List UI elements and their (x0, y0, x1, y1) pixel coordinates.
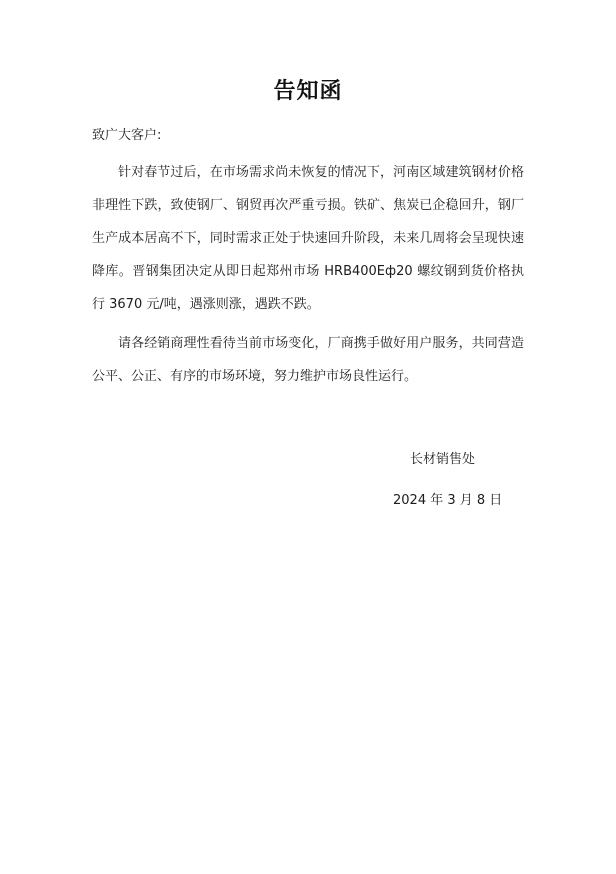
body-paragraph-2: 请各经销商理性看待当前市场变化，厂商携手做好用户服务，共同营造公平、公正、有序的市场环境，努力维护市场良性运行。 (92, 336, 524, 384)
letter-date: 2024 年 3 月 8 日 (393, 493, 503, 508)
salutation: 致广大客户: (92, 128, 162, 143)
signature: 长材销售处 (410, 452, 476, 467)
body-paragraph-1: 针对春节过后，在市场需求尚未恢复的情况下，河南区域建筑钢材价格非理性下跌，致使钢厂、钢贸再次严重亏损。铁矿、焦炭已企稳回升，钢厂生产成本居高不下，同时需求正处于快速回升阶段，未来几周将会呈现快速降库。晋钢集团决定从即日起郑州市场 HRB400Eф20 螺纹钢到货价格执行 3670 元/吨，遇涨则涨，遇跌不跌。 (92, 165, 524, 312)
page-title: 告知函 (273, 79, 343, 104)
